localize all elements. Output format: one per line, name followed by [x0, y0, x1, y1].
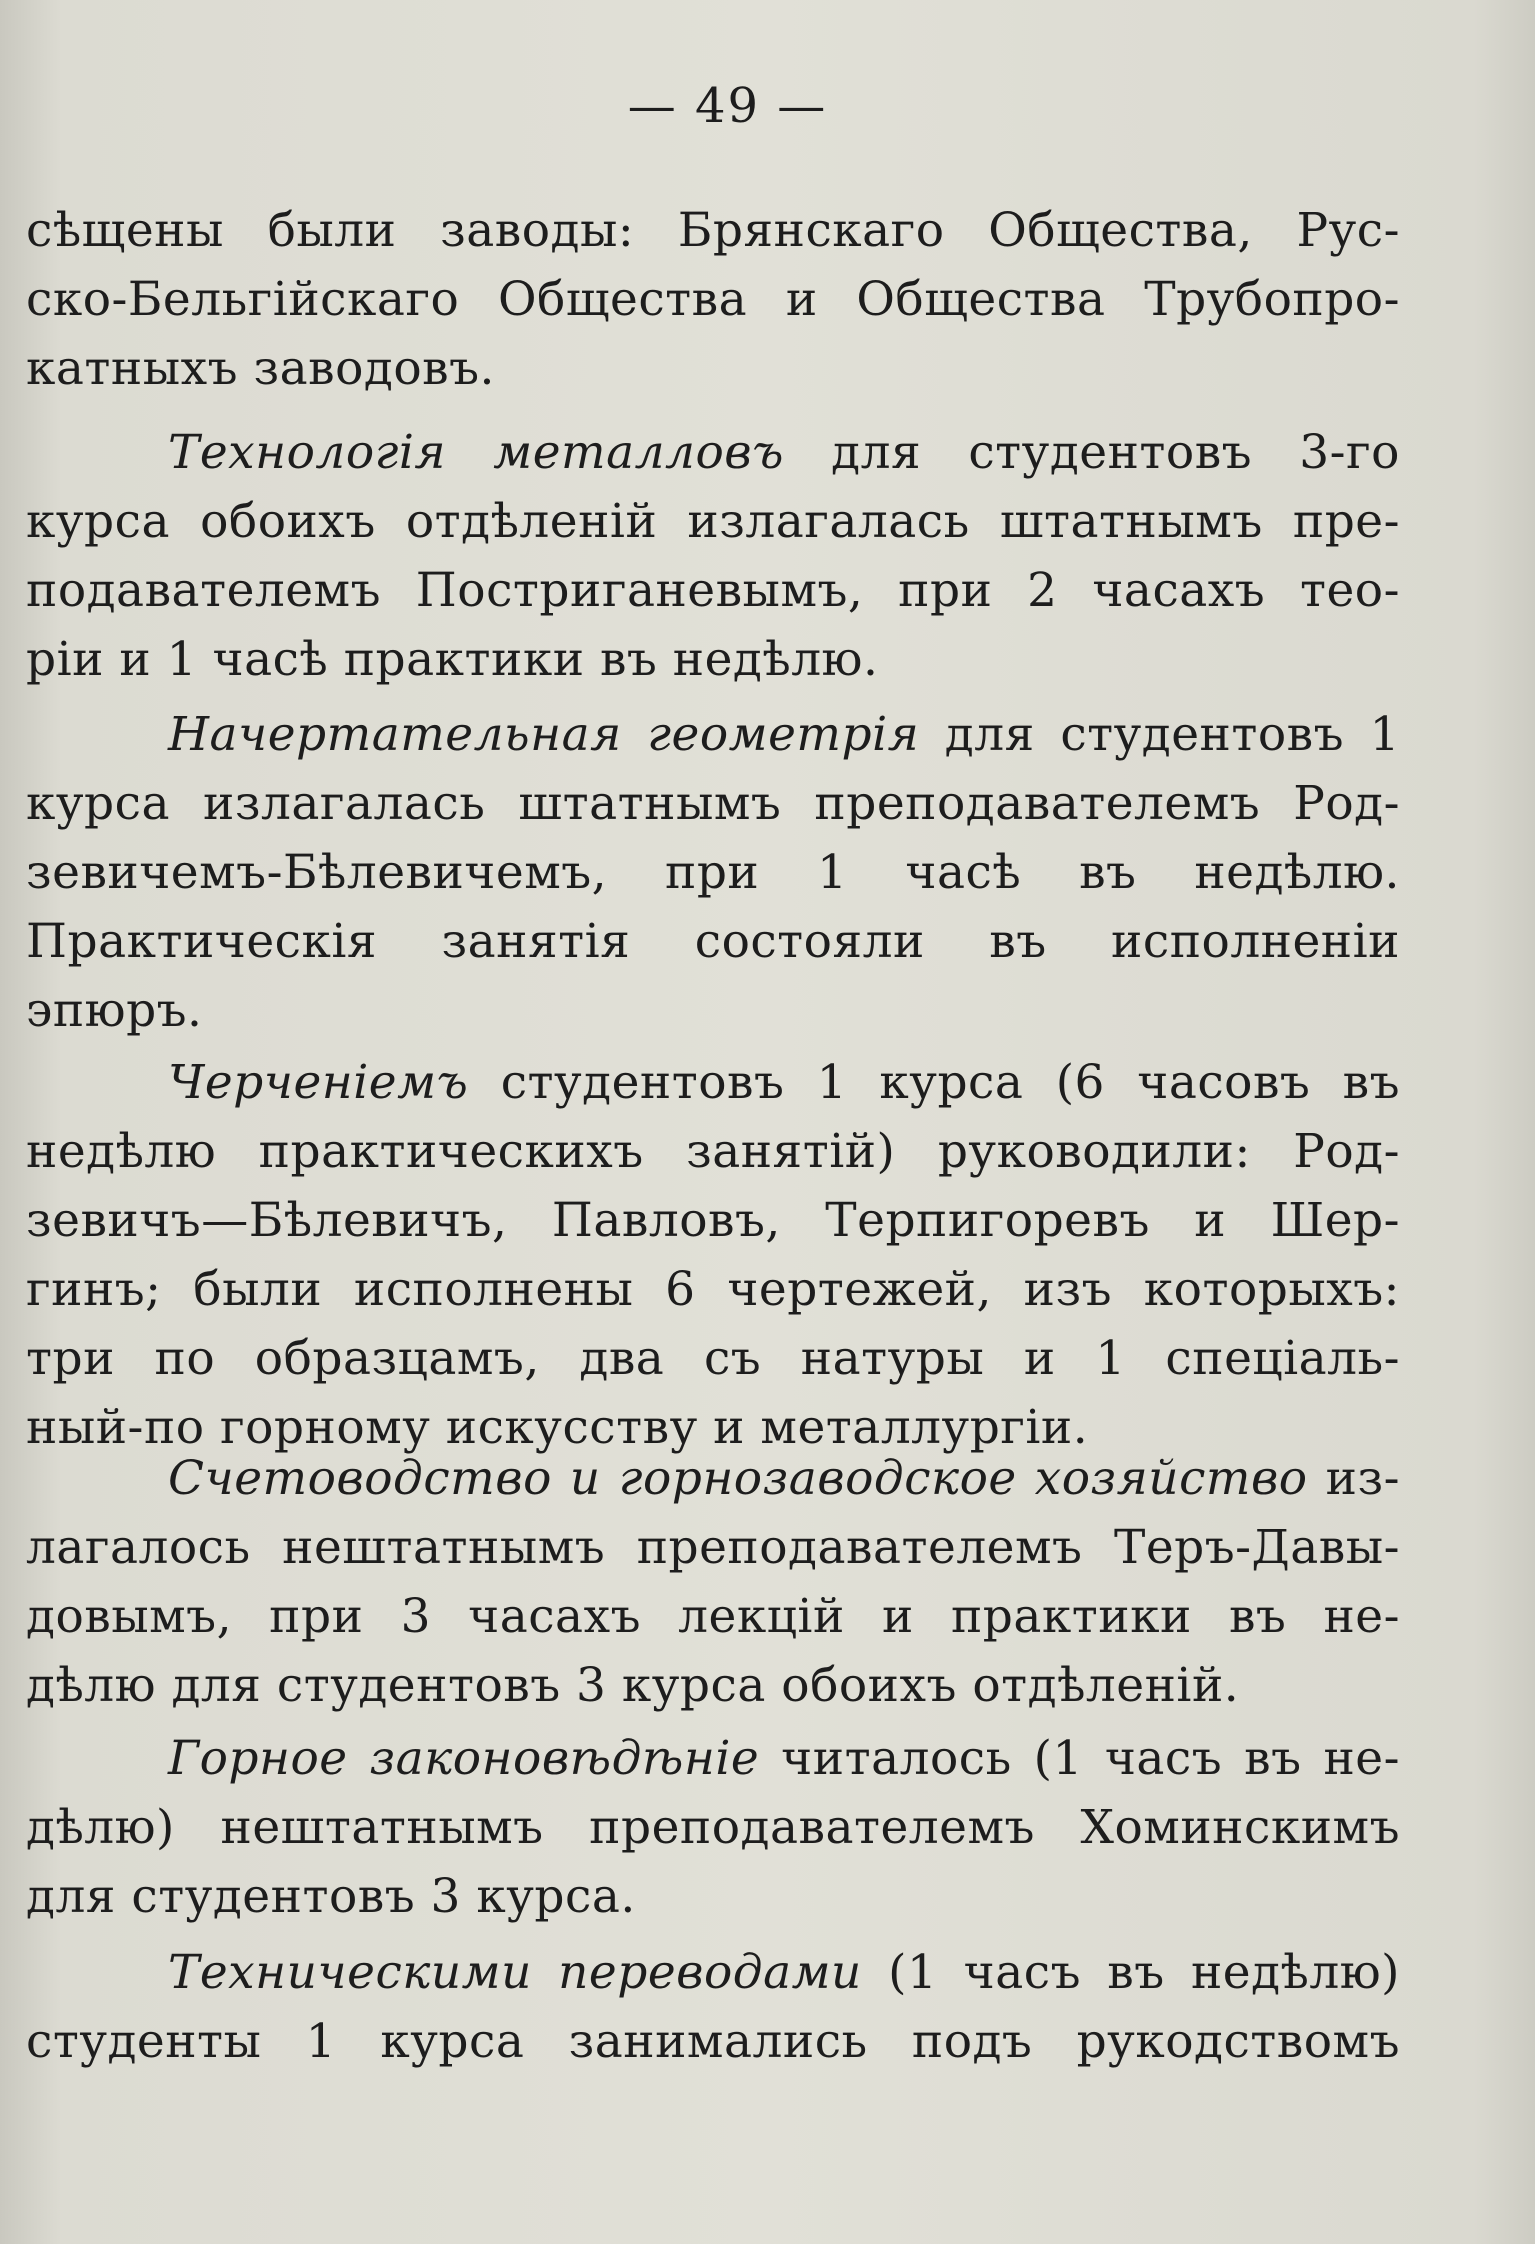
- text-line: Практическія занятія состояли въ исполненіи: [26, 914, 1400, 969]
- subject-title: Горное законовѣдѣніе: [168, 1731, 760, 1786]
- page-number: — 49 —: [627, 78, 828, 134]
- paragraph-mining-law: [26, 1724, 1400, 1931]
- text-line: ріи и 1 часѣ практики въ недѣлю.: [26, 632, 879, 687]
- text-line: зевичемъ-Бѣлевичемъ, при 1 часѣ въ недѣлю.: [26, 845, 1400, 900]
- text-line: [26, 1724, 1400, 1793]
- text-line: дѣлю) нештатнымъ преподавателемъ Хоминскимъ: [26, 1800, 1400, 1855]
- text-line: [26, 1048, 1400, 1117]
- text-fragment: студентовъ 1 курса (6 часовъ въ: [468, 1055, 1400, 1110]
- text-line: зевичъ—Бѣлевичъ, Павловъ, Терпигоревъ и Шер-: [26, 1193, 1400, 1248]
- text-line: лагалось нештатнымъ преподавателемъ Теръ-Давы-: [26, 1520, 1400, 1575]
- text-line: курса излагалась штатнымъ преподавателемъ Род-: [26, 776, 1400, 831]
- subject-title: Технологія металловъ: [168, 425, 784, 480]
- text-line: студенты 1 курса занимались подъ рукодствомъ: [26, 2014, 1400, 2069]
- text-line: гинъ; были исполнены 6 чертежей, изъ которыхъ:: [26, 1262, 1400, 1317]
- text-line: довымъ, при 3 часахъ лекцій и практики въ не-: [26, 1589, 1400, 1644]
- text-line: [26, 700, 1400, 769]
- text-fragment: из-: [1307, 1451, 1400, 1506]
- text-line: [26, 1444, 1400, 1513]
- text-fragment: для студентовъ 3-го: [783, 425, 1400, 480]
- paragraph-technical-translations: [26, 1938, 1400, 2076]
- text-fragment: (1 часъ въ недѣлю): [861, 1945, 1400, 2000]
- text-line: для студентовъ 3 курса.: [26, 1869, 636, 1924]
- paragraph-technology-of-metals: [26, 418, 1400, 694]
- text-line: сѣщены были заводы: Брянскаго Общества, Рус-: [26, 203, 1400, 258]
- text-line: дѣлю для студентовъ 3 курса обоихъ отдѣленій.: [26, 1658, 1240, 1713]
- text-line: курса обоихъ отдѣленій излагалась штатнымъ пре-: [26, 494, 1400, 549]
- text-line: недѣлю практическихъ занятій) руководили: Род-: [26, 1124, 1400, 1179]
- text-line: эпюръ.: [26, 983, 203, 1038]
- paragraph-descriptive-geometry: [26, 700, 1400, 1045]
- paragraph-accounting: [26, 1444, 1400, 1720]
- text-line: ско-Бельгійскаго Общества и Общества Трубопро-: [26, 272, 1400, 327]
- paragraph-1: [26, 196, 1400, 403]
- text-line: [26, 418, 1400, 487]
- paragraph-drafting: [26, 1048, 1400, 1462]
- subject-title: Начертательная геометрія: [168, 707, 920, 762]
- text-line: подавателемъ Постриганевымъ, при 2 часахъ тео-: [26, 563, 1400, 618]
- text-line: ный-по горному искусству и металлургіи.: [26, 1400, 1089, 1455]
- text-line: три по образцамъ, два съ натуры и 1 спеціаль-: [26, 1331, 1400, 1386]
- text-fragment: читалось (1 часъ въ не-: [759, 1731, 1400, 1786]
- subject-title: Счетоводство и горнозаводское хозяйство: [168, 1451, 1308, 1506]
- text-line: [26, 1938, 1400, 2007]
- text-line: катныхъ заводовъ.: [26, 341, 495, 396]
- text-fragment: для студентовъ 1: [919, 707, 1401, 762]
- subject-title: Техническими переводами: [168, 1945, 862, 2000]
- subject-title: Черченіемъ: [168, 1055, 469, 1110]
